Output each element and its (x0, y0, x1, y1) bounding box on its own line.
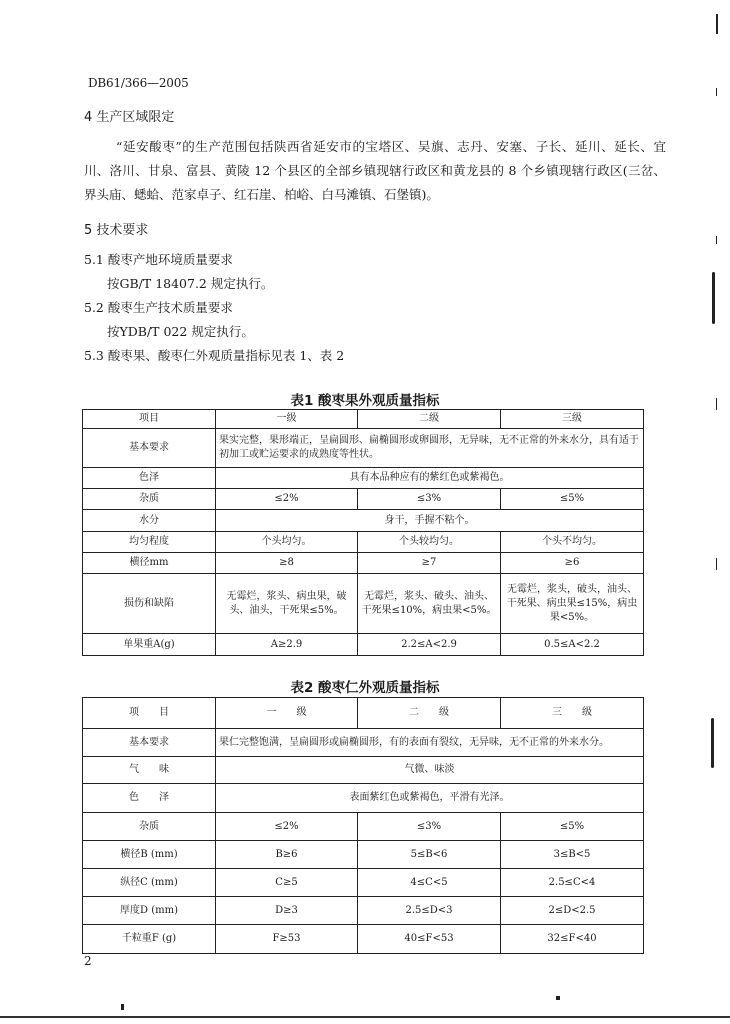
row-label: 基本要求 (83, 429, 216, 468)
table-cell: 2.2≤A<2.9 (358, 634, 501, 656)
page-number: 2 (84, 954, 92, 968)
table-cell: ≤5% (501, 489, 644, 510)
table-cell: ≤3% (358, 489, 501, 510)
row-label: 单果重A(g) (83, 634, 216, 656)
table-row (83, 757, 644, 784)
table-cell: 2≤D<2.5 (501, 897, 644, 925)
table-header-grade-1: 一级 (216, 410, 358, 429)
table-1 (82, 409, 644, 656)
table-cell: D≥3 (216, 897, 358, 925)
table-cell: 5≤B<6 (358, 841, 501, 869)
table-header-item: 项目 (83, 410, 216, 429)
table-cell: 无霉烂，浆头、破头、油头、干死果≤10%，病虫果<5%。 (358, 574, 501, 634)
section-5-1-body: 按GB/T 18407.2 规定执行。 (107, 276, 274, 291)
scan-mark (711, 718, 714, 768)
color-value: 表面紫红色或紫褐色，平滑有光泽。 (216, 784, 644, 813)
document-number: DB61/366—2005 (88, 76, 189, 90)
section-4-heading: 4 生产区域限定 (84, 110, 175, 125)
scan-mark (716, 558, 717, 570)
row-label: 杂质 (83, 489, 216, 510)
table-row (83, 532, 644, 553)
section-5-3-title: 5.3 酸枣果、酸枣仁外观质量指标见表 1、表 2 (84, 348, 345, 363)
table-cell: ≥8 (216, 553, 358, 574)
row-label: 色泽 (83, 468, 216, 489)
table-cell: 无霉烂，浆头，破头，油头、干死果、病虫果≤15%，病虫果<5%。 (501, 574, 644, 634)
row-label: 损伤和缺陷 (83, 574, 216, 634)
row-label: 水分 (83, 510, 216, 532)
table-cell: B≥6 (216, 841, 358, 869)
table-row (83, 813, 644, 841)
row-label: 杂质 (83, 813, 216, 841)
scan-mark (556, 996, 560, 1000)
table-2-caption: 表2 酸枣仁外观质量指标 (290, 680, 440, 696)
table-cell: C≥5 (216, 869, 358, 897)
smell-value: 气微、味淡 (216, 757, 644, 784)
scan-mark (716, 236, 717, 244)
table-header-item: 项 目 (83, 698, 216, 729)
table-row (83, 729, 644, 757)
table-row (83, 869, 644, 897)
table-cell: ≥6 (501, 553, 644, 574)
table-cell: 个头不均匀。 (501, 532, 644, 553)
table-row (83, 489, 644, 510)
table-cell: 个头均匀。 (216, 532, 358, 553)
table-cell: 32≤F<40 (501, 925, 644, 954)
table-cell: ≤3% (358, 813, 501, 841)
table-header-grade-2: 二级 (358, 410, 501, 429)
basic-requirement: 果实完整，果形端正，呈扁圆形、扁椭圆形或卵圆形，无异味，无不正常的外来水分，具有适于初加工或贮运要求的成熟度等性状。 (216, 429, 644, 468)
table-header-grade-3: 三级 (501, 410, 644, 429)
table-row (83, 634, 644, 656)
color-value: 具有本品种应有的紫红色或紫褐色。 (216, 468, 644, 489)
row-label: 气 味 (83, 757, 216, 784)
table-row (83, 429, 644, 468)
table-cell: 0.5≤A<2.2 (501, 634, 644, 656)
row-label: 千粒重F (g) (83, 925, 216, 954)
row-label: 纵径C (mm) (83, 869, 216, 897)
table-cell: ≤2% (216, 813, 358, 841)
table-row (83, 925, 644, 954)
table-row (83, 410, 644, 429)
table-cell: 3≤B<5 (501, 841, 644, 869)
section-4-paragraph: “延安酸枣”的生产范围包括陕西省延安市的宝塔区、吴旗、志丹、安塞、子长、延川、延长、宜川、洛川、甘泉、富县、黄陵 12 个县区的全部乡镇现辖行政区和黄龙县的 8 个乡镇现辖行政区(三岔、界头庙、蟋蛤、范家卓子、红石崖、柏峪、白马滩镇、石堡镇)。 (84, 139, 666, 202)
scan-mark (716, 398, 717, 410)
moisture-value: 身干，手握不粘个。 (216, 510, 644, 532)
row-label: 基本要求 (83, 729, 216, 757)
scan-mark (716, 14, 718, 34)
section-5-heading: 5 技术要求 (84, 223, 149, 238)
row-label: 色 泽 (83, 784, 216, 813)
row-label: 横径mm (83, 553, 216, 574)
row-label: 厚度D (mm) (83, 897, 216, 925)
table-header-grade-1: 一 级 (216, 698, 358, 729)
scan-mark (716, 88, 717, 96)
table-row (83, 510, 644, 532)
basic-requirement: 果仁完整饱满，呈扁圆形或扁椭圆形，有的表面有裂纹，无异味，无不正常的外来水分。 (216, 729, 644, 757)
section-5-2-title: 5.2 酸枣生产技术质量要求 (84, 300, 233, 315)
table-cell: A≥2.9 (216, 634, 358, 656)
table-2 (82, 697, 644, 954)
table-header-grade-2: 二 级 (358, 698, 501, 729)
table-cell: 2.5≤C<4 (501, 869, 644, 897)
table-cell: 个头较均匀。 (358, 532, 501, 553)
table-row (83, 841, 644, 869)
table-cell: ≤2% (216, 489, 358, 510)
table-row (83, 897, 644, 925)
table-cell: 2.5≤D<3 (358, 897, 501, 925)
row-label: 横径B (mm) (83, 841, 216, 869)
table-cell: ≥7 (358, 553, 501, 574)
row-label: 均匀程度 (83, 532, 216, 553)
scan-mark (712, 272, 715, 324)
table-cell: ≤5% (501, 813, 644, 841)
table-header-grade-3: 三 级 (501, 698, 644, 729)
table-1-caption: 表1 酸枣果外观质量指标 (290, 393, 440, 409)
table-cell: 4≤C<5 (358, 869, 501, 897)
page-bottom-rule (0, 1016, 730, 1018)
table-row (83, 468, 644, 489)
table-row (83, 698, 644, 729)
scan-mark (121, 1004, 124, 1010)
section-5-1-title: 5.1 酸枣产地环境质量要求 (84, 252, 233, 267)
table-row (83, 553, 644, 574)
table-row (83, 784, 644, 813)
table-cell: 40≤F<53 (358, 925, 501, 954)
table-row (83, 574, 644, 634)
table-cell: F≥53 (216, 925, 358, 954)
table-cell: 无霉烂，浆头、病虫果，破头、油头，干死果≤5%。 (216, 574, 358, 634)
section-5-2-body: 按YDB/T 022 规定执行。 (107, 324, 254, 339)
